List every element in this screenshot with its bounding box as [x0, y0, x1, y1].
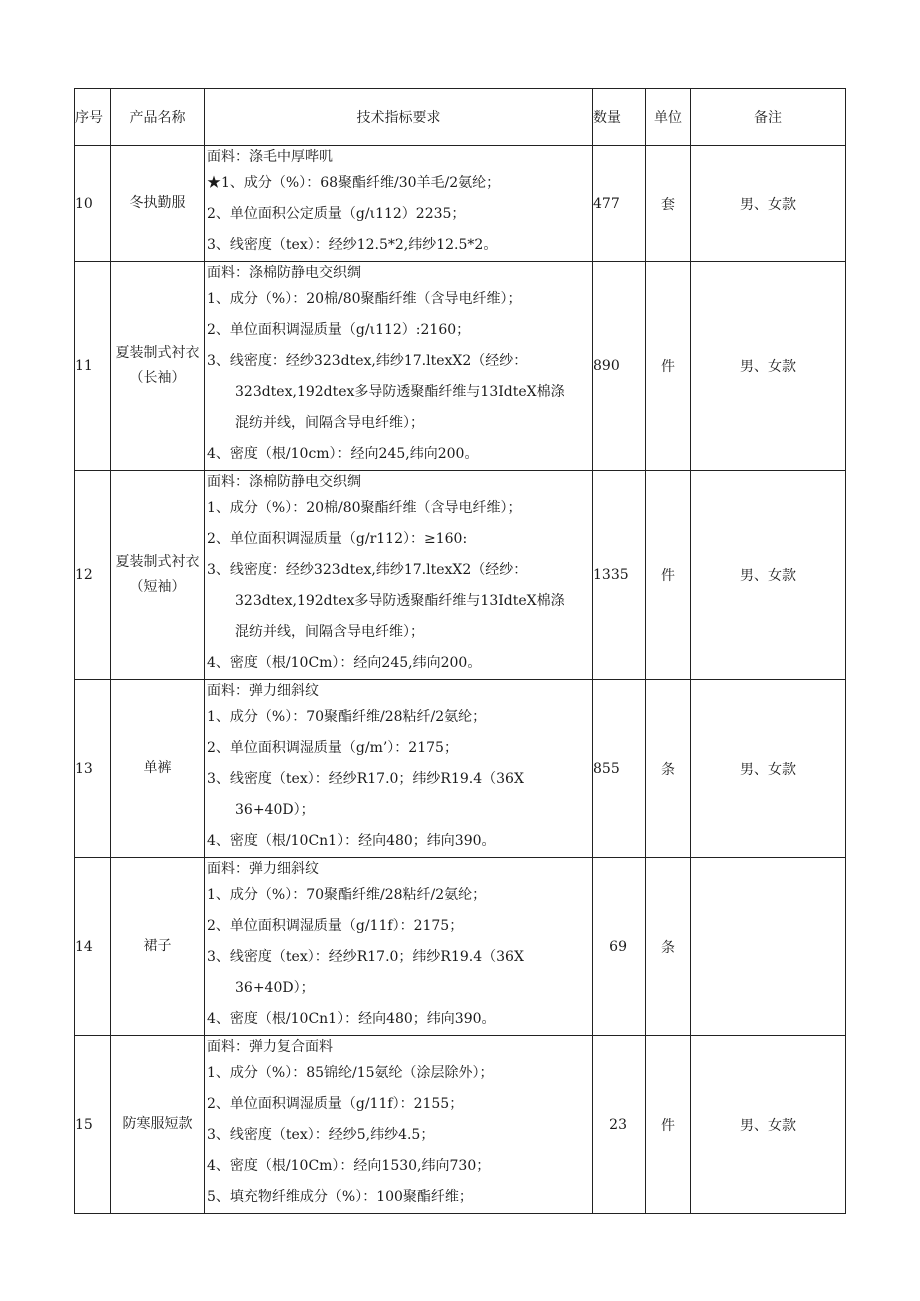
spec-line: 混纺并线，间隔含导电纤维）；: [235, 415, 424, 431]
row-product-name: 夏装制式衬衣（长袖）: [111, 262, 205, 471]
row-product-name: 单裤: [111, 680, 205, 858]
row-seq: 13: [75, 680, 111, 858]
row-unit: 件: [646, 262, 691, 471]
row-seq: 10: [75, 146, 111, 262]
spec-line: 36+40D）；: [235, 802, 315, 818]
spec-line: 4、密度（根/10cm）：经向245,纬向200。: [207, 446, 479, 462]
header-unit: 单位: [646, 89, 691, 146]
spec-line: 323dtex,192dtex多导防透聚酯纤维与13IdteX棉涤: [235, 384, 565, 400]
row-quantity: 1335: [593, 471, 646, 680]
row-unit: 件: [646, 1036, 691, 1214]
spec-line: 1、成分（%）：70聚酯纤维/28粘纤/2氨纶；: [207, 709, 487, 725]
row-product-name: 夏装制式衬衣（短袖）: [111, 471, 205, 680]
spec-line: 面料：涤棉防静电交织绸: [207, 265, 361, 281]
spec-line: 2、单位面积调湿质量（g/m’）：2175；: [207, 740, 458, 756]
table-row: [75, 858, 846, 1036]
spec-line: 36+40D）；: [235, 980, 315, 996]
row-quantity: 69: [593, 858, 646, 1036]
spec-line: 1、成分（%）：20棉/80聚酯纤维（含导电纤维）；: [207, 500, 522, 516]
table-row: [75, 146, 846, 262]
table-row: [75, 680, 846, 858]
row-seq: 15: [75, 1036, 111, 1214]
spec-line: 1、成分（%）：85锦纶/15氨纶（涂层除外）；: [207, 1065, 494, 1081]
spec-line: 4、密度（根/10Cm）：经向1530,纬向730；: [207, 1158, 491, 1174]
row-remark: 男、女款: [691, 262, 846, 471]
row-quantity: 855: [593, 680, 646, 858]
spec-line: 面料：涤棉防静电交织绸: [207, 474, 361, 490]
header-spec: 技术指标要求: [205, 89, 593, 146]
header-seq: 序号: [75, 89, 111, 146]
spec-line: 3、线密度（tex）：经纱R17.0；纬纱R19.4（36X: [207, 771, 524, 787]
header-quantity: 数量: [593, 89, 646, 146]
row-remark: 男、女款: [691, 680, 846, 858]
row-product-name: 冬执勤服: [111, 146, 205, 262]
spec-line: 323dtex,192dtex多导防透聚酯纤维与13IdteX棉涤: [235, 593, 565, 609]
spec-line: 4、密度（根/10Cm）：经向245,纬向200。: [207, 655, 482, 671]
spec-line: 5、填充物纤维成分（%）：100聚酯纤维；: [207, 1189, 473, 1205]
row-product-name: 防寒服短款: [111, 1036, 205, 1214]
spec-line: 4、密度（根/10Cn1）：经向480；纬向390。: [207, 1011, 496, 1027]
spec-line: 3、线密度（tex）：经纱12.5*2,纬纱12.5*2。: [207, 237, 498, 253]
spec-line: 面料：弹力细斜纹: [207, 683, 319, 699]
table-row: [75, 262, 846, 471]
row-seq: 14: [75, 858, 111, 1036]
row-remark: [691, 858, 846, 1036]
spec-line: 1、成分（%）：70聚酯纤维/28粘纤/2氨纶；: [207, 887, 487, 903]
spec-line: 2、单位面积调湿质量（g/r112）：≥160:: [207, 531, 468, 547]
spec-line: 2、单位面积调湿质量（g/11f）：2155；: [207, 1096, 464, 1112]
row-spec: [205, 858, 593, 1036]
spec-line: 2、单位面积调湿质量（g/ι112）:2160；: [207, 322, 471, 338]
spec-line: ★1、成分（%）：68聚酯纤维/30羊毛/2氨纶；: [207, 175, 501, 191]
spec-line: 面料：弹力细斜纹: [207, 861, 319, 877]
row-quantity: 477: [593, 146, 646, 262]
row-spec: [205, 471, 593, 680]
spec-line: 3、线密度：经纱323dtex,纬纱17.ltexX2（经纱：: [207, 562, 528, 578]
row-unit: 件: [646, 471, 691, 680]
spec-line: 面料：弹力复合面料: [207, 1039, 333, 1055]
row-seq: 11: [75, 262, 111, 471]
row-unit: 套: [646, 146, 691, 262]
header-product-name: 产品名称: [111, 89, 205, 146]
spec-table: [74, 88, 846, 1214]
table-row: [75, 1036, 846, 1214]
row-unit: 条: [646, 680, 691, 858]
row-spec: [205, 146, 593, 262]
spec-line: 4、密度（根/10Cn1）：经向480；纬向390。: [207, 833, 496, 849]
spec-line: 2、单位面积调湿质量（g/11f）：2175；: [207, 918, 464, 934]
row-product-name: 裙子: [111, 858, 205, 1036]
row-unit: 条: [646, 858, 691, 1036]
spec-line: 3、线密度（tex）：经纱5,纬纱4.5；: [207, 1127, 435, 1143]
row-spec: [205, 1036, 593, 1214]
row-seq: 12: [75, 471, 111, 680]
row-quantity: 890: [593, 262, 646, 471]
row-remark: 男、女款: [691, 471, 846, 680]
header-row: [75, 89, 846, 146]
spec-line: 面料：涤毛中厚哔叽: [207, 149, 333, 165]
row-remark: 男、女款: [691, 146, 846, 262]
table-row: [75, 471, 846, 680]
row-quantity: 23: [593, 1036, 646, 1214]
spec-line: 1、成分（%）：20棉/80聚酯纤维（含导电纤维）；: [207, 291, 522, 307]
header-remark: 备注: [691, 89, 846, 146]
spec-line: 3、线密度：经纱323dtex,纬纱17.ltexX2（经纱：: [207, 353, 528, 369]
spec-line: 2、单位面积公定质量（g/ι112）2235；: [207, 206, 466, 222]
row-spec: [205, 262, 593, 471]
row-remark: 男、女款: [691, 1036, 846, 1214]
spec-line: 混纺并线，间隔含导电纤维）；: [235, 624, 424, 640]
spec-line: 3、线密度（tex）：经纱R17.0；纬纱R19.4（36X: [207, 949, 524, 965]
row-spec: [205, 680, 593, 858]
